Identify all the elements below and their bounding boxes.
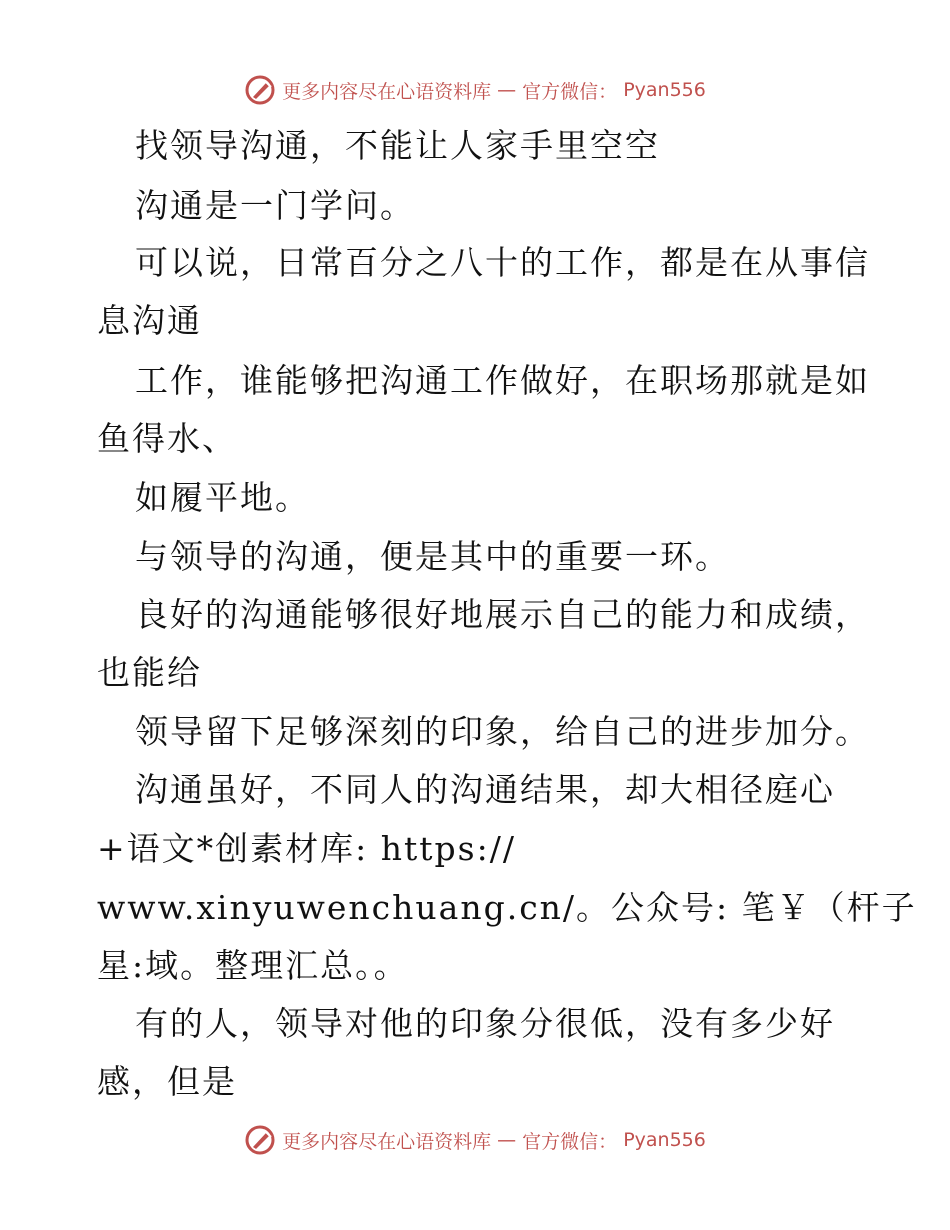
banner-separator: — bbox=[497, 1129, 517, 1151]
footer-banner bbox=[0, 1120, 950, 1160]
paragraph-line: 可以说，日常百分之八十的工作，都是在从事信 bbox=[135, 243, 870, 282]
paragraph-line: 也能给 bbox=[97, 653, 202, 692]
quill-pen-logo-icon bbox=[244, 1124, 276, 1156]
banner-wechat-label: 官方微信： bbox=[522, 80, 618, 103]
paragraph-line: 沟通虽好，不同人的沟通结果，却大相径庭心 bbox=[135, 770, 835, 809]
watermark-line: +语文*创素材库: https:// bbox=[97, 829, 516, 868]
watermark-line: 星:域。整理汇总。。 bbox=[97, 946, 409, 985]
paragraph-line: 如履平地。 bbox=[135, 478, 310, 517]
paragraph-line: 领导留下足够深刻的印象，给自己的进步加分。 bbox=[135, 712, 870, 751]
document-title: 找领导沟通，不能让人家手里空空 bbox=[135, 126, 660, 165]
paragraph-line: 沟通是一门学问。 bbox=[135, 186, 415, 225]
banner-text: 更多内容尽在心语资料库 bbox=[282, 1130, 492, 1153]
paragraph-line: 有的人，领导对他的印象分很低，没有多少好 bbox=[135, 1004, 835, 1043]
watermark-line: www.xinyuwenchuang.cn/。公众号: 笔￥（杆子 bbox=[97, 888, 917, 927]
banner-text: 更多内容尽在心语资料库 bbox=[282, 80, 492, 103]
banner-separator: — bbox=[497, 79, 517, 101]
paragraph-line: 感，但是 bbox=[97, 1062, 237, 1101]
paragraph-line: 良好的沟通能够很好地展示自己的能力和成绩， bbox=[135, 595, 870, 634]
banner-account: Pyan556 bbox=[623, 79, 706, 101]
paragraph-line: 息沟通 bbox=[97, 301, 202, 340]
paragraph-line: 鱼得水、 bbox=[97, 419, 237, 458]
paragraph-line: 与领导的沟通，便是其中的重要一环。 bbox=[135, 537, 730, 576]
paragraph-line: 工作，谁能够把沟通工作做好，在职场那就是如 bbox=[135, 361, 870, 400]
banner-wechat-label: 官方微信： bbox=[522, 1130, 618, 1153]
banner-account: Pyan556 bbox=[623, 1129, 706, 1151]
banner-inner bbox=[244, 1124, 706, 1156]
